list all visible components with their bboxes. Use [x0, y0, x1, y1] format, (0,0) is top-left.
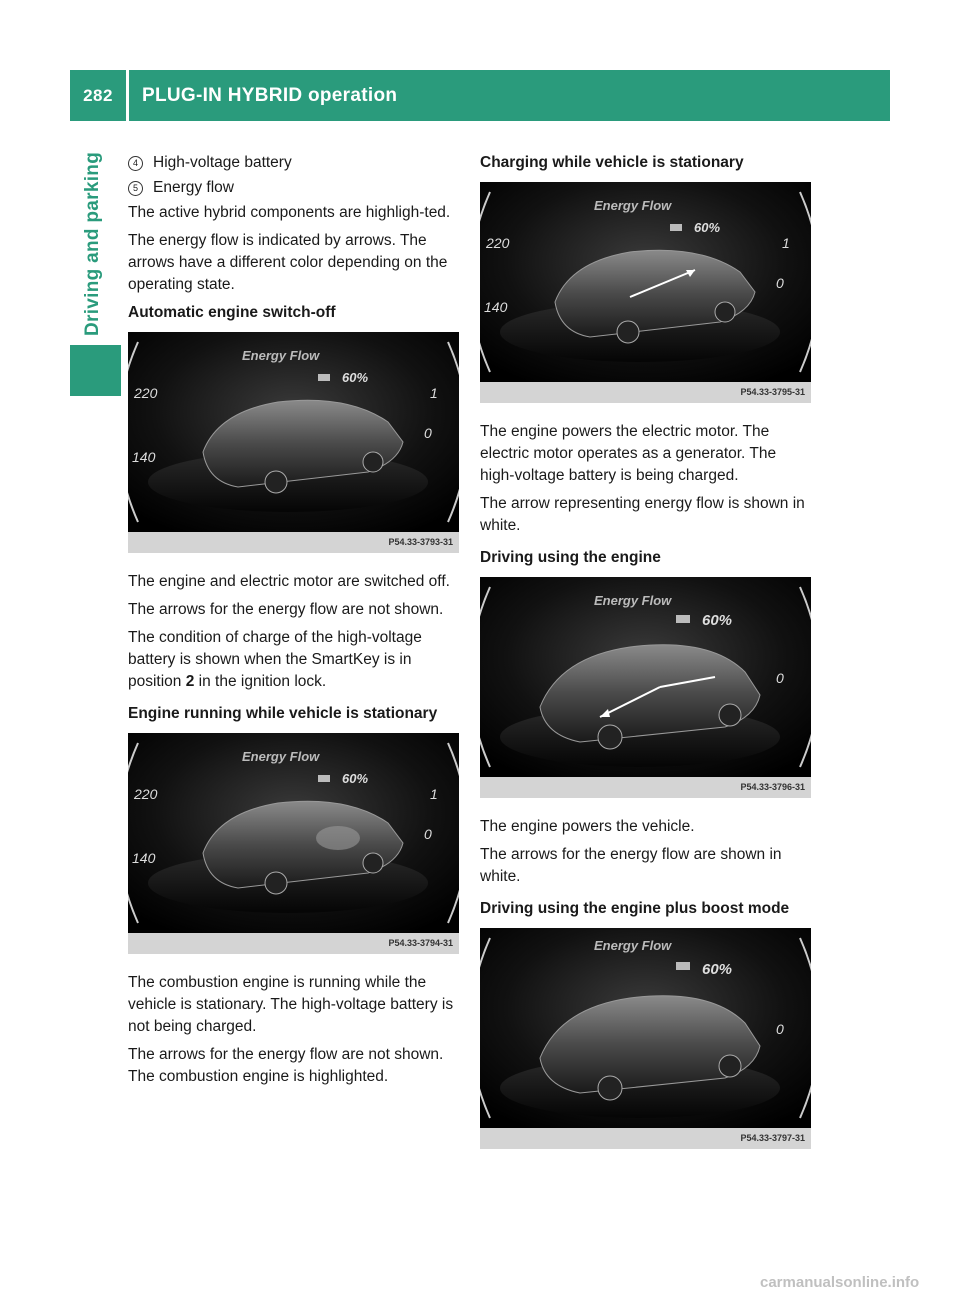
- battery-level: 60%: [702, 961, 733, 978]
- figure-code: P54.33-3797-31: [480, 1128, 811, 1149]
- svg-text:0: 0: [424, 425, 432, 441]
- paragraph: The arrows for the energy flow are shown in white.: [480, 846, 782, 885]
- battery-level: 60%: [694, 220, 721, 235]
- figure-code: P54.33-3793-31: [128, 532, 459, 553]
- svg-text:0: 0: [424, 826, 432, 842]
- svg-text:0: 0: [776, 275, 784, 291]
- cluster-display-image: [480, 928, 811, 1128]
- section-heading: Driving using the engine plus boost mode: [480, 900, 790, 917]
- energy-flow-figure: [480, 928, 811, 1149]
- page-number: 282: [70, 70, 129, 121]
- svg-text:1: 1: [782, 235, 790, 251]
- battery-level: 60%: [342, 771, 369, 786]
- display-title: Energy Flow: [594, 593, 672, 608]
- cluster-display-image: [480, 182, 811, 382]
- paragraph: The condition of charge of the high-voltage battery is shown when the SmartKey is in position 2 in the ignition lock.: [128, 629, 422, 690]
- legend-item: [128, 177, 461, 199]
- left-column: [128, 152, 461, 1094]
- paragraph: The engine and electric motor are switched off.: [128, 573, 450, 590]
- svg-text:220: 220: [134, 786, 158, 802]
- cluster-display-image: [128, 332, 459, 532]
- section-heading: Driving using the engine: [480, 549, 661, 566]
- svg-text:1: 1: [430, 385, 438, 401]
- svg-text:140: 140: [484, 299, 508, 315]
- figure-code: P54.33-3795-31: [480, 382, 811, 403]
- cluster-display-image: [128, 733, 459, 933]
- energy-flow-figure: [480, 182, 811, 403]
- display-title: Energy Flow: [242, 348, 320, 363]
- figure-code: P54.33-3796-31: [480, 777, 811, 798]
- marker-badge: 4: [128, 156, 143, 171]
- legend-item: [128, 152, 461, 174]
- display-title: Energy Flow: [242, 749, 320, 764]
- cluster-display-image: [480, 577, 811, 777]
- battery-level: 60%: [702, 612, 733, 629]
- display-title: Energy Flow: [594, 198, 672, 213]
- figure-code: P54.33-3794-31: [128, 933, 459, 954]
- display-title: Energy Flow: [594, 938, 672, 953]
- legend-text: Energy flow: [153, 179, 234, 196]
- svg-text:0: 0: [776, 670, 784, 686]
- side-tab-label: Driving and parking: [82, 151, 103, 336]
- svg-text:220: 220: [486, 235, 510, 251]
- legend-text: High-voltage battery: [153, 154, 292, 171]
- section-title: PLUG-IN HYBRID operation: [142, 84, 398, 106]
- marker-badge: 5: [128, 181, 143, 196]
- energy-flow-figure: [128, 733, 459, 954]
- battery-level: 60%: [342, 370, 369, 385]
- side-tab-marker: [70, 345, 121, 396]
- paragraph: The engine powers the electric motor. The electric motor operates as a generator. The high-voltage battery is being charged.: [480, 423, 777, 484]
- section-heading: Engine running while vehicle is stationary: [128, 705, 438, 722]
- section-heading: Charging while vehicle is stationary: [480, 154, 744, 171]
- energy-flow-figure: [128, 332, 459, 553]
- svg-text:1: 1: [430, 786, 438, 802]
- paragraph: The combustion engine is running while the vehicle is stationary. The high-voltage battery is not being charged.: [128, 974, 454, 1035]
- paragraph: The active hybrid components are highligh-ted.: [128, 204, 451, 221]
- page-header: [70, 70, 890, 121]
- position-value: 2: [185, 673, 195, 690]
- paragraph: The engine powers the vehicle.: [480, 818, 695, 835]
- right-column: [480, 152, 813, 1167]
- watermark: carmanualsonline.info: [760, 1274, 920, 1291]
- svg-text:0: 0: [776, 1021, 784, 1037]
- svg-text:140: 140: [132, 449, 156, 465]
- svg-text:140: 140: [132, 850, 156, 866]
- paragraph: The energy flow is indicated by arrows. The arrows have a different color depending on the operating state.: [128, 232, 448, 293]
- paragraph: The arrows for the energy flow are not shown.: [128, 601, 444, 618]
- section-heading: Automatic engine switch-off: [128, 304, 336, 321]
- paragraph: The arrow representing energy flow is shown in white.: [480, 495, 805, 534]
- energy-flow-figure: [480, 577, 811, 798]
- paragraph: The arrows for the energy flow are not shown. The combustion engine is highlighted.: [128, 1046, 444, 1085]
- svg-text:220: 220: [134, 385, 158, 401]
